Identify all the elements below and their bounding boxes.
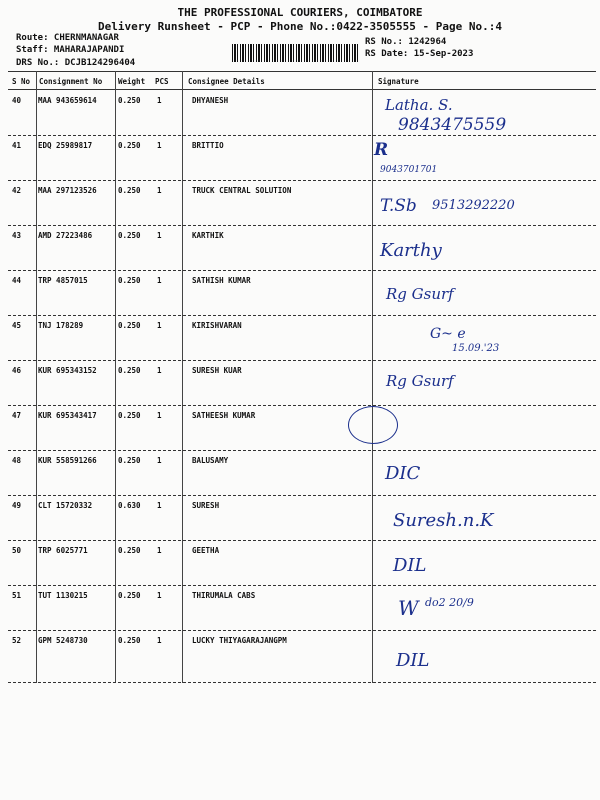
route-label: Route: CHERNMANAGAR bbox=[16, 33, 119, 43]
table-row bbox=[8, 452, 596, 497]
signature: R bbox=[374, 140, 389, 160]
row-pcs: 1 bbox=[157, 456, 162, 465]
row-weight: 0.250 bbox=[118, 231, 141, 240]
row-divider bbox=[8, 630, 596, 631]
row-consignment: TUT 1130215 bbox=[38, 591, 88, 600]
barcode bbox=[232, 44, 360, 62]
row-consignee: THIRUMALA CABS bbox=[192, 591, 256, 600]
table-bottom-border bbox=[8, 682, 596, 683]
row-weight: 0.250 bbox=[118, 321, 141, 330]
row-consignment: TRP 4857015 bbox=[38, 276, 88, 285]
signature-date: 15.09.'23 bbox=[452, 343, 500, 354]
row-consignment: CLT 15720332 bbox=[38, 501, 93, 510]
table-row bbox=[8, 632, 596, 677]
row-sno: 47 bbox=[12, 411, 22, 420]
row-pcs: 1 bbox=[157, 186, 162, 195]
row-sno: 45 bbox=[12, 321, 22, 330]
column-header-sno: S No bbox=[12, 77, 31, 86]
row-sno: 43 bbox=[12, 231, 22, 240]
row-sno: 46 bbox=[12, 366, 22, 375]
row-weight: 0.250 bbox=[118, 591, 141, 600]
signature-scribble bbox=[348, 406, 398, 444]
row-weight: 0.250 bbox=[118, 456, 141, 465]
row-consignee: LUCKY THIYAGARAJANGPM bbox=[192, 636, 287, 645]
row-pcs: 1 bbox=[157, 546, 162, 555]
row-pcs: 1 bbox=[157, 321, 162, 330]
row-pcs: 1 bbox=[157, 501, 162, 510]
row-consignment: TRP 6025771 bbox=[38, 546, 88, 555]
table-top-border bbox=[8, 71, 596, 72]
row-divider bbox=[8, 315, 596, 316]
signature: G~ e bbox=[430, 326, 466, 342]
row-consignment: KUR 558591266 bbox=[38, 456, 97, 465]
row-divider bbox=[8, 405, 596, 406]
table-row bbox=[8, 272, 596, 317]
row-pcs: 1 bbox=[157, 636, 162, 645]
signature: W bbox=[398, 596, 419, 620]
signature: Suresh.n.K bbox=[393, 510, 494, 531]
row-divider bbox=[8, 450, 596, 451]
signature-phone: 9043701701 bbox=[380, 165, 438, 175]
row-pcs: 1 bbox=[157, 411, 162, 420]
row-consignment: AMD 27223486 bbox=[38, 231, 93, 240]
signature-phone: 9513292220 bbox=[432, 198, 515, 213]
row-sno: 40 bbox=[12, 96, 22, 105]
signature: DIL bbox=[393, 555, 427, 576]
table-row bbox=[8, 542, 596, 587]
table-row bbox=[8, 362, 596, 407]
row-consignee: GEETHA bbox=[192, 546, 220, 555]
drs-number: DRS No.: DCJB124296404 bbox=[16, 58, 136, 68]
table-row bbox=[8, 497, 596, 542]
row-consignment: KUR 695343152 bbox=[38, 366, 97, 375]
row-weight: 0.250 bbox=[118, 186, 141, 195]
row-divider bbox=[8, 360, 596, 361]
rs-number: RS No.: 1242964 bbox=[365, 37, 447, 47]
table-row bbox=[8, 587, 596, 632]
row-consignment: EDQ 25989817 bbox=[38, 141, 93, 150]
row-pcs: 1 bbox=[157, 141, 162, 150]
row-consignee: BRITTIO bbox=[192, 141, 224, 150]
signature-phone: 9843475559 bbox=[398, 115, 507, 135]
signature: T.Sb bbox=[380, 196, 417, 216]
table-row bbox=[8, 137, 596, 182]
row-weight: 0.250 bbox=[118, 141, 141, 150]
row-weight: 0.250 bbox=[118, 96, 141, 105]
company-title: THE PROFESSIONAL COURIERS, COIMBATORE bbox=[177, 6, 423, 19]
row-consignee: TRUCK CENTRAL SOLUTION bbox=[192, 186, 292, 195]
row-pcs: 1 bbox=[157, 366, 162, 375]
column-header-consignment: Consignment No bbox=[39, 77, 103, 86]
row-consignment: KUR 695343417 bbox=[38, 411, 97, 420]
row-weight: 0.250 bbox=[118, 366, 141, 375]
signature: DIL bbox=[396, 650, 430, 671]
row-sno: 41 bbox=[12, 141, 22, 150]
signature-date: do2 20/9 bbox=[425, 596, 474, 609]
row-consignment: GPM 5248730 bbox=[38, 636, 88, 645]
row-consignee: DHYANESH bbox=[192, 96, 229, 105]
row-consignee: KARTHIK bbox=[192, 231, 224, 240]
signature: Latha. S. bbox=[385, 96, 453, 114]
row-consignee: SATHISH KUMAR bbox=[192, 276, 251, 285]
row-pcs: 1 bbox=[157, 96, 162, 105]
column-header-pcs: PCS bbox=[155, 77, 169, 86]
row-divider bbox=[8, 225, 596, 226]
row-consignee: SATHEESH KUMAR bbox=[192, 411, 256, 420]
row-divider bbox=[8, 135, 596, 136]
table-row bbox=[8, 227, 596, 272]
row-weight: 0.630 bbox=[118, 501, 141, 510]
column-header-consignee: Consignee Details bbox=[188, 77, 265, 86]
row-sno: 51 bbox=[12, 591, 22, 600]
row-consignee: BALUSAMY bbox=[192, 456, 229, 465]
row-pcs: 1 bbox=[157, 276, 162, 285]
row-weight: 0.250 bbox=[118, 546, 141, 555]
row-sno: 50 bbox=[12, 546, 22, 555]
table-row bbox=[8, 92, 596, 137]
signature: Karthy bbox=[380, 240, 442, 261]
row-divider bbox=[8, 495, 596, 496]
row-divider bbox=[8, 540, 596, 541]
column-header-signature: Signature bbox=[378, 77, 419, 86]
row-pcs: 1 bbox=[157, 231, 162, 240]
row-sno: 44 bbox=[12, 276, 22, 285]
table-row bbox=[8, 317, 596, 362]
row-sno: 42 bbox=[12, 186, 22, 195]
row-weight: 0.250 bbox=[118, 411, 141, 420]
row-divider bbox=[8, 180, 596, 181]
row-consignment: MAA 297123526 bbox=[38, 186, 97, 195]
row-weight: 0.250 bbox=[118, 636, 141, 645]
row-weight: 0.250 bbox=[118, 276, 141, 285]
signature: Rg Gsurf bbox=[386, 372, 454, 390]
row-sno: 49 bbox=[12, 501, 22, 510]
staff-label: Staff: MAHARAJAPANDI bbox=[16, 45, 125, 55]
table-row bbox=[8, 407, 596, 452]
row-consignee: KIRISHVARAN bbox=[192, 321, 242, 330]
column-header-weight: Weight bbox=[118, 77, 146, 86]
row-consignment: MAA 943659614 bbox=[38, 96, 97, 105]
signature: DIC bbox=[385, 463, 421, 484]
row-consignment: TNJ 178289 bbox=[38, 321, 84, 330]
row-consignee: SURESH KUAR bbox=[192, 366, 242, 375]
row-divider bbox=[8, 585, 596, 586]
signature: Rg Gsurf bbox=[386, 285, 454, 303]
row-sno: 52 bbox=[12, 636, 22, 645]
row-sno: 48 bbox=[12, 456, 22, 465]
row-pcs: 1 bbox=[157, 591, 162, 600]
row-consignee: SURESH bbox=[192, 501, 220, 510]
table-header-border bbox=[8, 89, 596, 90]
runsheet-subtitle: Delivery Runsheet - PCP - Phone No.:0422-3505555 - Page No.:4 bbox=[98, 20, 502, 33]
rs-date: RS Date: 15-Sep-2023 bbox=[365, 49, 474, 59]
row-divider bbox=[8, 270, 596, 271]
